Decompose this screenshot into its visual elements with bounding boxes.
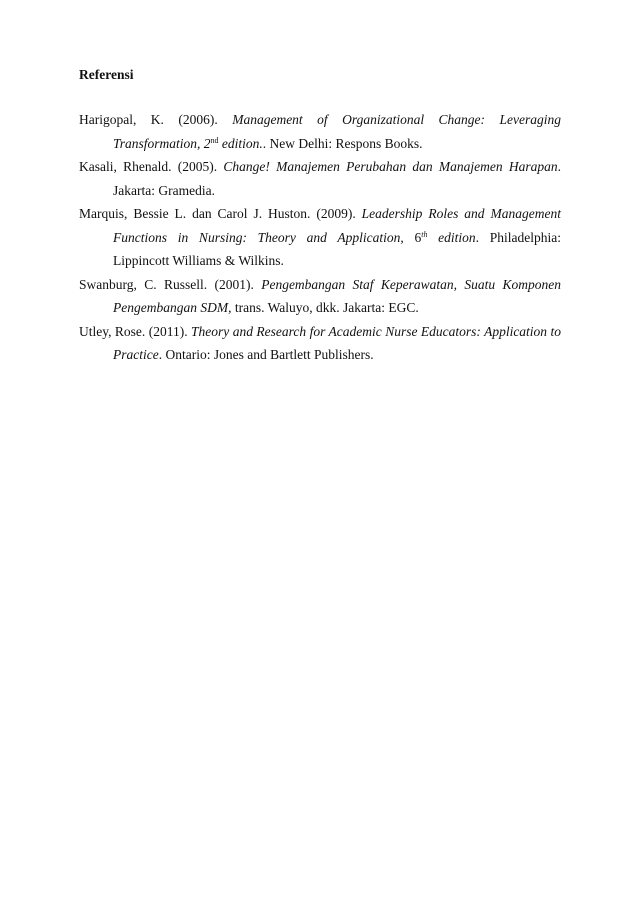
reference-title: Pengembangan Staf Keperawatan, Suatu Komponen Pengembangan SDM, xyxy=(113,276,561,315)
reference-publisher: . Ontario: Jones and Bartlett Publishers. xyxy=(158,347,374,362)
reference-publisher: . Jakarta: Gramedia. xyxy=(113,159,562,198)
reference-title-edition: edition. xyxy=(218,135,263,151)
reference-title: Theory and Research for Academic Nurse Educators: Application to Practice xyxy=(113,323,561,362)
ordinal-suffix: nd xyxy=(210,135,219,145)
reference-authors: Utley, Rose. (2011). xyxy=(79,323,188,339)
reference-title: Management of Organizational Change: Leveraging Transformation, 2 xyxy=(113,112,561,151)
reference-list xyxy=(79,108,561,367)
reference-title: Leadership Roles and Management Functions in Nursing: Theory and Application xyxy=(113,206,561,245)
reference-edition-number: , 6 xyxy=(400,229,422,245)
reference-item-marquis xyxy=(79,202,561,273)
reference-item-utley xyxy=(79,320,561,367)
reference-publisher: . Philadelphia: Lippincott Williams & Wilkins. xyxy=(113,229,562,268)
reference-authors: Marquis, Bessie L. dan Carol J. Huston. (2009). xyxy=(79,206,356,221)
reference-publisher: . New Delhi: Respons Books. xyxy=(262,135,423,151)
reference-item-kasali xyxy=(79,155,561,202)
reference-authors: Harigopal, K. (2006). xyxy=(79,112,218,127)
reference-item-harigopal xyxy=(79,108,561,155)
reference-item-swanburg xyxy=(79,273,561,320)
references-heading: Referensi xyxy=(79,67,134,82)
document-page xyxy=(79,66,561,367)
reference-title: Change! Manajemen Perubahan dan Manajemen Harapan xyxy=(223,159,558,174)
reference-title-edition: edition xyxy=(427,229,476,245)
reference-authors: Kasali, Rhenald. (2005). xyxy=(79,159,218,174)
reference-publisher: trans. Waluyo, dkk. Jakarta: EGC. xyxy=(231,300,419,315)
reference-authors: Swanburg, C. Russell. (2001). xyxy=(79,276,254,292)
ordinal-suffix: th xyxy=(421,229,428,239)
